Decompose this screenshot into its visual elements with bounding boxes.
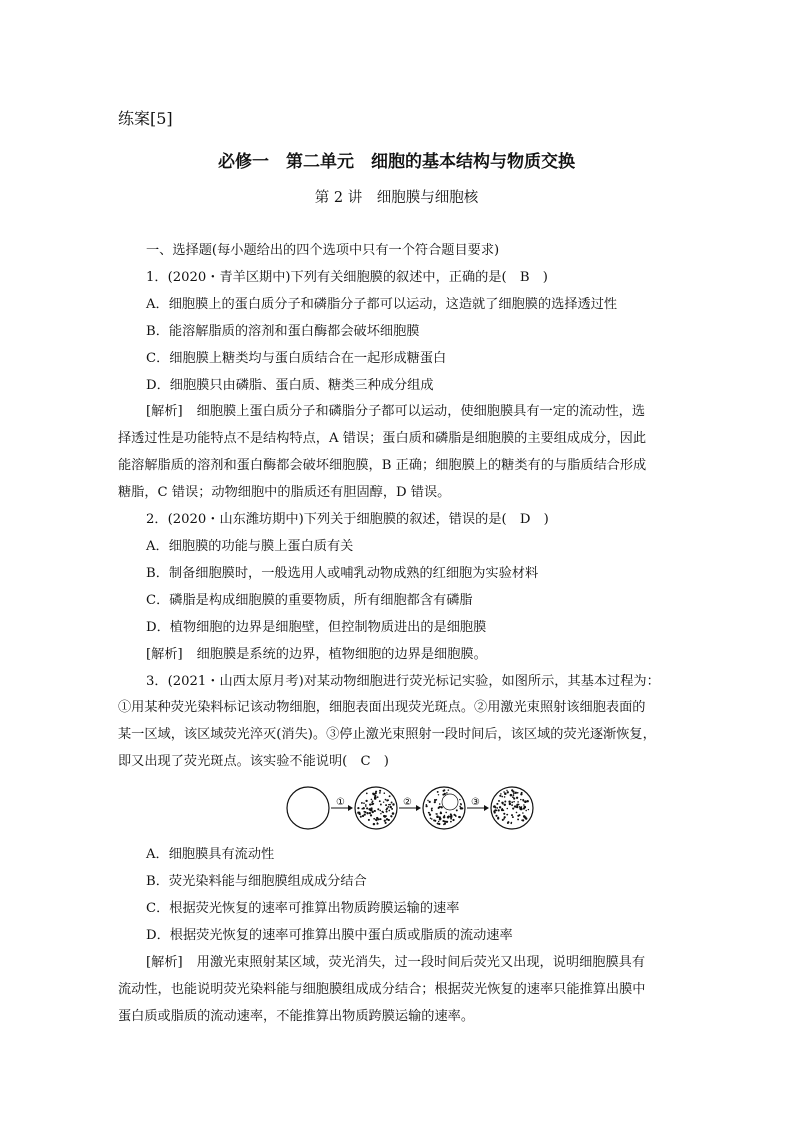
fluorescent-spot: [493, 806, 494, 807]
fluorescent-spot: [364, 811, 366, 813]
fluorescent-spot: [497, 817, 499, 819]
fluorescent-spot: [520, 793, 522, 795]
fluorescent-spot: [445, 812, 447, 814]
fluorescent-spot: [438, 823, 440, 825]
fluorescent-spot: [434, 801, 436, 803]
fluorescent-spot: [512, 791, 514, 793]
fluorescent-spot: [436, 813, 438, 815]
fluorescent-spot: [363, 803, 365, 805]
question-3-analysis-line: [118, 950, 680, 977]
fluorescent-spot: [506, 790, 507, 791]
question-body: [118, 238, 680, 1030]
fluorescent-spot: [359, 813, 361, 815]
fluorescent-spot: [364, 814, 366, 816]
unlabeled-cell: [287, 787, 329, 829]
fluorescent-spot: [511, 814, 513, 816]
fluorescent-spot: [503, 813, 505, 815]
fluorescent-spot: [368, 819, 370, 821]
fluorescent-spot: [371, 803, 373, 805]
question-3-option-b: B．荧光染料能与细胞膜组成成分结合: [146, 874, 367, 890]
fluorescent-spot: [503, 810, 505, 812]
fluorescent-spot: [524, 801, 527, 804]
fluorescent-spot: [507, 808, 509, 810]
step-label: ③: [471, 797, 480, 809]
question-1-option-b: B．能溶解脂质的溶剂和蛋白酶都会破坏细胞膜: [146, 323, 420, 339]
fluorescent-spot: [438, 807, 440, 809]
fluorescent-spot: [386, 808, 388, 810]
fluorescent-spot: [497, 807, 499, 809]
question-2-option-c: C．磷脂是构成细胞膜的重要物质，所有细胞都含有磷脂: [146, 592, 473, 608]
fluorescent-spot: [439, 816, 441, 818]
fluorescent-spot: [494, 812, 496, 814]
fluorescent-spot: [520, 799, 521, 800]
step-label: ②: [403, 797, 412, 809]
fluorescent-spot: [506, 814, 508, 816]
fluorescent-spot: [384, 793, 386, 795]
fluorescent-spot: [512, 808, 514, 810]
fluorescent-spot: [392, 803, 394, 805]
question-3-option-d: D．根据荧光恢复的速率可推算出膜中蛋白质或脂质的流动速率: [146, 927, 513, 943]
fluorescent-spot: [390, 806, 392, 808]
fluorescent-spot: [507, 821, 509, 823]
fluorescent-spot: [388, 810, 390, 812]
analysis-text: 细胞膜是系统的边界，植物细胞的边界是细胞膜。: [196, 646, 487, 662]
fluorescent-spot: [509, 803, 511, 805]
fluorescent-spot: [504, 796, 506, 798]
question-1-stem: 1．(2020・青羊区期中)下列有关细胞膜的叙述中，正确的是( B ): [146, 269, 548, 285]
fluorescent-spot: [373, 823, 375, 825]
fluorescent-spot: [375, 819, 377, 821]
fluorescent-spot: [440, 812, 442, 814]
fluorescence-diagram: [286, 778, 556, 838]
fluorescent-spot: [438, 794, 439, 795]
fluorescent-spot: [498, 800, 500, 802]
fluorescent-spot: [523, 804, 525, 806]
page-title: 必修一 第二单元 细胞的基本结构与物质交换: [218, 152, 575, 172]
fluorescent-spot: [372, 793, 375, 796]
question-1-analysis-line: 糖脂，C 错误；动物细胞中的脂质还有胆固醇，D 错误。: [118, 485, 451, 501]
fluorescent-spot: [452, 819, 454, 821]
fluorescent-spot: [371, 799, 373, 801]
fluorescent-spot: [499, 795, 501, 797]
fluorescent-spot: [383, 802, 384, 803]
question-2-option-d: D．植物细胞的边界是细胞壁，但控制物质进出的是细胞膜: [146, 619, 487, 635]
fluorescent-spot: [510, 823, 512, 825]
fluorescent-spot: [513, 801, 515, 803]
fluorescent-spot: [379, 810, 381, 812]
fluorescent-spot: [434, 820, 436, 822]
fluorescent-spot: [386, 811, 388, 813]
fluorescent-spot: [377, 796, 379, 798]
fluorescent-spot: [504, 804, 506, 806]
fluorescent-spot: [383, 815, 385, 817]
fluorescent-spot: [429, 814, 431, 816]
fluorescent-spot: [460, 804, 462, 806]
fluorescent-spot: [516, 812, 518, 814]
fluorescent-spot: [450, 818, 452, 820]
fluorescent-spot: [528, 809, 529, 810]
analysis-tag: [解析]: [146, 954, 183, 970]
fluorescent-spot: [379, 792, 381, 794]
fluorescent-spot: [520, 808, 522, 810]
fluorescent-spot: [389, 795, 391, 797]
question-3-analysis-line: 流动性，也能说明荧光染料能与细胞膜组成成分结合；根据荧光恢复的速率只能推算出膜中: [118, 981, 646, 997]
fluorescent-spot: [427, 800, 428, 801]
fluorescent-spot: [373, 818, 375, 820]
fluorescent-spot: [392, 812, 395, 815]
fluorescent-spot: [500, 793, 502, 795]
fluorescent-spot: [456, 810, 458, 812]
fluorescent-spot: [430, 818, 432, 820]
fluorescent-spot: [498, 809, 500, 811]
fluorescent-spot: [369, 812, 371, 814]
exercise-label: 练案[5]: [118, 109, 173, 128]
fluorescent-spot: [507, 791, 509, 793]
fluorescent-spot: [379, 790, 381, 792]
fluorescent-spot: [369, 804, 371, 806]
fluorescent-spot: [362, 815, 364, 817]
fluorescent-spot: [517, 792, 519, 794]
fluorescent-spot: [516, 797, 518, 799]
fluorescent-spot: [504, 793, 507, 796]
question-3-stem-line: 3．(2021・山西太原月考)对某动物细胞进行荧光标记实验，如图所示，其基本过程为：: [146, 673, 660, 689]
fluorescent-spot: [514, 806, 516, 808]
fluorescent-spot: [501, 796, 503, 798]
question-3-stem-line: 即又出现了荧光斑点。该实验不能说明( C ): [118, 754, 389, 770]
question-2-option-a: A．细胞膜的功能与膜上蛋白质有关: [146, 538, 354, 554]
fluorescent-spot: [444, 815, 446, 817]
fluorescent-spot: [515, 792, 517, 794]
fluorescent-spot: [501, 808, 502, 809]
fluorescent-spot: [525, 810, 527, 812]
step-label: ①: [336, 797, 345, 809]
fluorescent-spot: [439, 803, 441, 805]
fluorescent-spot: [377, 808, 379, 810]
fluorescent-spot: [513, 794, 515, 796]
fluorescent-spot: [448, 816, 450, 818]
fluorescent-spot: [513, 793, 515, 795]
fluorescent-spot: [383, 812, 385, 814]
fluorescent-spot: [431, 808, 433, 810]
fluorescent-spot: [517, 801, 519, 803]
fluorescent-spot: [519, 806, 521, 808]
fluorescent-spot: [391, 802, 393, 804]
question-2-analysis-line: [118, 642, 680, 669]
fluorescent-spot: [434, 799, 436, 801]
fluorescent-spot: [370, 809, 373, 812]
question-1-option-d: D．细胞膜只由磷脂、蛋白质、糖类三种成分组成: [146, 377, 434, 393]
fluorescent-spot: [428, 812, 430, 814]
question-3-stem-line: 某一区域，该区域荧光淬灭(消失)。③停止激光束照射一段时间后，该区域的荧光逐渐恢复，: [118, 727, 656, 743]
fluorescent-spot: [461, 807, 463, 809]
fluorescent-spot: [360, 816, 362, 818]
analysis-tag: [解析]: [146, 646, 183, 662]
question-1-analysis-line: 择透过性是功能特点不是结构特点，A 错误；蛋白质和磷脂是细胞膜的主要组成成分，因此: [118, 431, 647, 447]
bleached-region: [442, 794, 458, 810]
fluorescent-spot: [441, 806, 443, 808]
fluorescent-spot: [523, 808, 525, 810]
fluorescent-spot: [503, 818, 505, 820]
fluorescent-spot: [437, 791, 439, 793]
fluorescent-spot: [502, 803, 504, 805]
fluorescent-spot: [391, 816, 393, 818]
fluorescent-spot: [375, 791, 377, 793]
fluorescent-spot: [380, 804, 382, 806]
fluorescent-spot: [426, 805, 428, 807]
fluorescent-spot: [377, 823, 379, 825]
fluorescent-spot: [380, 813, 381, 814]
fluorescent-spot: [504, 816, 506, 818]
fluorescent-spot: [429, 801, 431, 803]
question-1-option-a: A．细胞膜上的蛋白质分子和磷脂分子都可以运动，这造就了细胞膜的选择透过性: [146, 296, 618, 312]
fluorescent-spot: [499, 806, 501, 808]
fluorescent-spot: [384, 820, 386, 822]
fluorescent-spot: [444, 823, 446, 825]
fluorescent-spot: [503, 791, 505, 793]
fluorescent-spot: [510, 794, 513, 797]
fluorescent-spot: [511, 802, 513, 804]
fluorescent-spot: [517, 815, 519, 817]
fluorescent-spot: [377, 819, 378, 820]
fluorescent-spot: [512, 796, 514, 798]
fluorescent-spot: [361, 802, 363, 804]
fluorescent-spot: [363, 807, 365, 809]
fluorescent-spot: [445, 821, 447, 823]
fluorescent-spot: [448, 789, 450, 791]
fluorescent-spot: [436, 816, 439, 819]
fluorescent-spot: [374, 810, 375, 811]
analysis-text: 用激光束照射某区域，荧光消失，过一段时间后荧光又出现，说明细胞膜具有: [196, 954, 646, 970]
question-3-option-c: C．根据荧光恢复的速率可推算出物质跨膜运输的速率: [146, 900, 460, 916]
fluorescent-spot: [365, 804, 367, 806]
fluorescent-spot: [370, 814, 372, 816]
fluorescent-spot: [450, 816, 452, 818]
question-2-option-b: B．制备细胞膜时，一般选用人或哺乳动物成熟的红细胞为实验材料: [146, 565, 539, 581]
fluorescent-spot: [372, 801, 374, 803]
fluorescent-spot: [494, 809, 496, 811]
fluorescent-spot: [391, 808, 393, 810]
fluorescent-spot: [526, 800, 528, 802]
fluorescent-spot: [431, 810, 433, 812]
fluorescent-spot: [387, 799, 389, 801]
fluorescent-spot: [495, 815, 497, 817]
fluorescent-spot: [357, 807, 359, 809]
question-2-stem: 2．(2020・山东潍坊期中)下列关于细胞膜的叙述，错误的是( D ): [146, 512, 549, 528]
fluorescent-spot: [508, 801, 510, 803]
fluorescent-spot: [385, 822, 387, 824]
fluorescent-spot: [512, 816, 514, 818]
fluorescent-spot: [389, 804, 391, 806]
fluorescent-spot: [379, 818, 381, 820]
fluorescent-spot: [446, 792, 448, 794]
fluorescent-spot: [504, 801, 506, 803]
fluorescent-spot: [516, 806, 518, 808]
question-3-option-a: A．细胞膜具有流动性: [146, 847, 275, 863]
lecture-subtitle: 第 2 讲 细胞膜与细胞核: [314, 190, 479, 206]
question-1-analysis-line: [118, 399, 680, 426]
fluorescent-spot: [516, 804, 518, 806]
fluorescent-spot: [385, 804, 387, 806]
fluorescent-spot: [459, 806, 461, 808]
fluorescent-spot: [455, 815, 457, 817]
fluorescent-spot: [387, 806, 389, 808]
section-heading: 一、选择题(每小题给出的四个选项中只有一个符合题目要求): [146, 243, 500, 258]
fluorescent-spot: [496, 803, 498, 805]
fluorescent-spot: [365, 800, 367, 802]
question-3-analysis-line: 蛋白质或脂质的流动速率，不能推算出物质跨膜运输的速率。: [118, 1008, 475, 1024]
question-1-analysis-line: 能溶解脂质的溶剂和蛋白酶都会破坏细胞膜，B 正确；细胞膜上的糖类有的与脂质结合形成: [118, 458, 647, 474]
fluorescence-figure: [118, 778, 680, 840]
fluorescent-spot: [386, 818, 388, 820]
fluorescent-spot: [366, 807, 368, 809]
fluorescent-spot: [385, 799, 387, 801]
fluorescent-spot: [443, 790, 445, 792]
question-1-option-c: C．细胞膜上糖类均与蛋白质结合在一起形成糖蛋白: [146, 350, 447, 366]
analysis-tag: [解析]: [146, 404, 183, 420]
fluorescent-spot: [511, 804, 513, 806]
fluorescent-spot: [459, 799, 460, 800]
fluorescent-spot: [522, 812, 524, 814]
fluorescent-spot: [371, 811, 373, 813]
fluorescent-spot: [438, 821, 439, 822]
fluorescent-spot: [365, 806, 366, 807]
fluorescent-spot: [521, 820, 523, 822]
fluorescent-spot: [444, 793, 446, 795]
fluorescent-spot: [517, 819, 519, 821]
analysis-text: 细胞膜上蛋白质分子和磷脂分子都可以运动，使细胞膜具有一定的流动性，选: [196, 404, 646, 420]
fluorescent-spot: [442, 820, 444, 822]
fluorescent-spot: [366, 793, 368, 795]
fluorescent-spot: [366, 812, 368, 814]
question-3-stem-line: ①用某种荧光染料标记该动物细胞，细胞表面出现荧光斑点。②用激光束照射该细胞表面的: [118, 700, 646, 716]
fluorescent-spot: [459, 816, 461, 818]
fluorescent-spot: [450, 821, 452, 823]
fluorescent-spot: [525, 818, 527, 820]
fluorescent-spot: [522, 799, 524, 801]
fluorescent-spot: [379, 800, 381, 802]
